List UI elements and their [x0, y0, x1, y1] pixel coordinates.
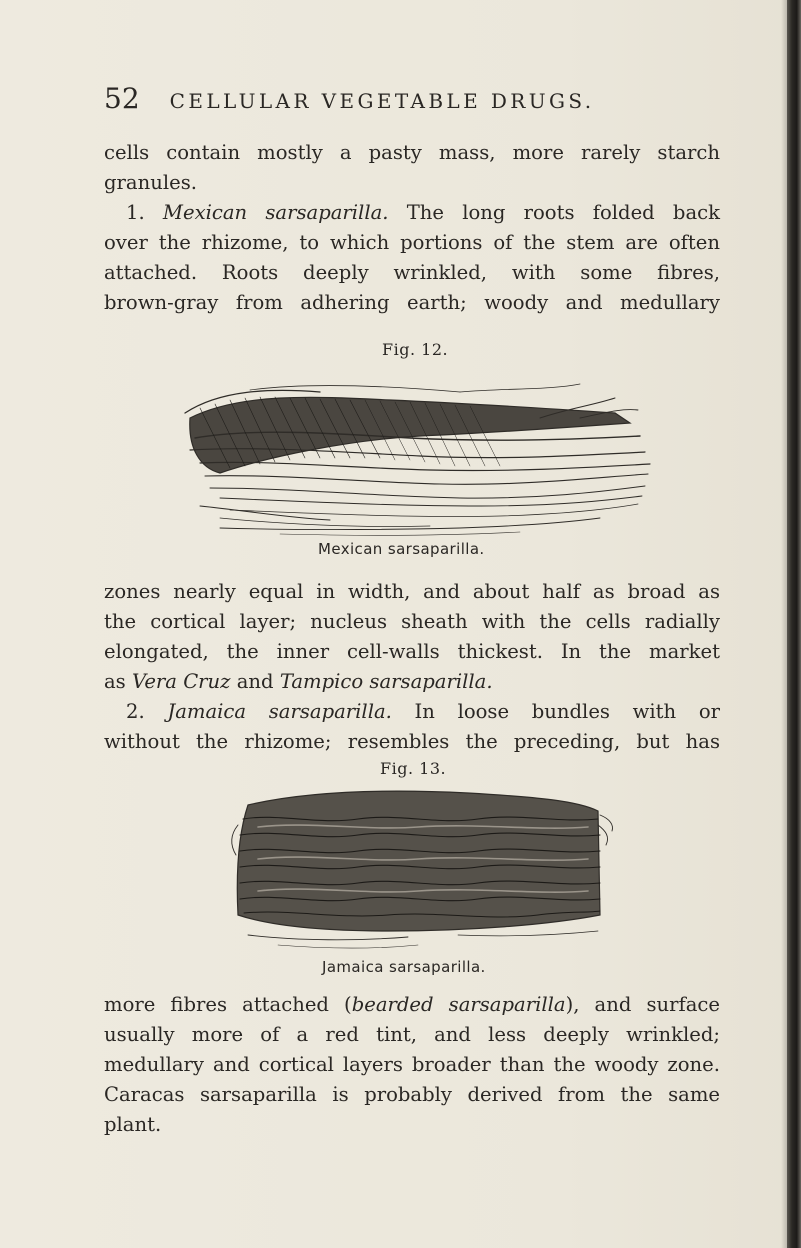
figure-13-caption: Jamaica sarsaparilla.: [322, 958, 486, 976]
text-line: without the rhizome; resembles the preceding, but has: [104, 730, 720, 753]
text-run: The long roots folded back: [388, 201, 720, 224]
text-line: [104, 990, 720, 1020]
text-run: more fibres attached (: [104, 993, 352, 1016]
paragraph-bearded-caracas: [104, 990, 720, 1140]
drug-name-vera-cruz: Vera Cruz: [131, 670, 231, 693]
figure-12-label: Fig. 12.: [382, 340, 449, 359]
figure-13-label: Fig. 13.: [380, 759, 447, 778]
paragraph-cells-mexican: [104, 138, 720, 318]
text-run: as: [104, 670, 132, 693]
text-line: [104, 198, 720, 228]
mexican-sarsaparilla-engraving: [160, 378, 660, 538]
jamaica-sarsaparilla-engraving: [218, 785, 618, 953]
figure-12-illustration: [160, 378, 660, 538]
text-line: [104, 667, 720, 697]
drug-name-tampico: Tampico sarsaparilla.: [279, 670, 493, 693]
text-line: zones nearly equal in width, and about half as broad as: [104, 580, 720, 603]
text-line: usually more of a red tint, and less deeply wrinkled;: [104, 1023, 720, 1046]
text-line: attached. Roots deeply wrinkled, with some fibres,: [104, 261, 720, 284]
item-number: 1.: [126, 201, 163, 224]
drug-name-jamaica: Jamaica sarsaparilla.: [167, 700, 392, 723]
text-run: ), and surface: [565, 993, 721, 1016]
running-title: CELLULAR VEGETABLE DRUGS.: [169, 89, 595, 113]
text-line: plant.: [104, 1113, 162, 1136]
book-binding-edge: [787, 0, 801, 1248]
text-line: Caracas sarsaparilla is probably derived from the same: [104, 1083, 720, 1106]
text-line: the cortical layer; nucleus sheath with the cells radially: [104, 610, 720, 633]
text-line: cells contain mostly a pasty mass, more rarely starch: [104, 141, 720, 164]
text-line: over the rhizome, to which portions of the stem are often: [104, 231, 720, 254]
page-number: 52: [104, 82, 140, 115]
text-line: granules.: [104, 171, 197, 194]
paragraph-zones-jamaica: [104, 577, 720, 757]
text-run: and: [230, 670, 280, 693]
page-header: [104, 82, 664, 122]
text-run: In loose bundles with or: [391, 700, 720, 723]
item-number: 2.: [126, 700, 168, 723]
drug-name-mexican: Mexican sarsaparilla.: [162, 201, 389, 224]
text-line: brown-gray from adhering earth; woody and medullary: [104, 291, 720, 314]
drug-name-bearded: bearded sarsaparilla: [351, 993, 566, 1016]
text-line: [104, 697, 720, 727]
text-line: medullary and cortical layers broader than the woody zone.: [104, 1053, 720, 1076]
text-line: elongated, the inner cell-walls thickest. In the market: [104, 640, 720, 663]
figure-12-caption: Mexican sarsaparilla.: [318, 540, 485, 558]
figure-13-illustration: [218, 785, 618, 953]
